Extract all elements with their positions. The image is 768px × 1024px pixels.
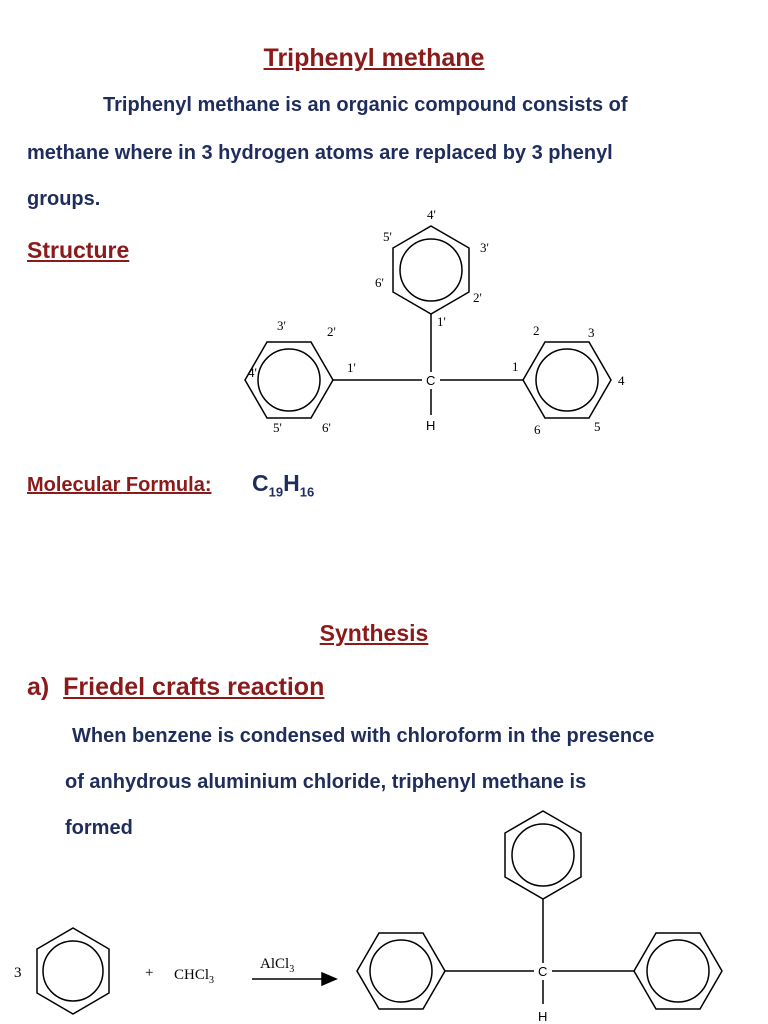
product-top-circle bbox=[512, 824, 574, 886]
chloroform-subscript: 3 bbox=[209, 975, 215, 986]
catalyst-subscript: 3 bbox=[289, 964, 295, 975]
formula-carbon-count: 19 bbox=[268, 484, 284, 500]
right-ring-label-2: 2 bbox=[533, 323, 540, 338]
intro-line-2: methane where in 3 hydrogen atoms are replaced by 3 phenyl bbox=[27, 142, 613, 164]
friedel-crafts-title: Friedel crafts reaction bbox=[63, 673, 325, 701]
friedel-line-3: formed bbox=[65, 817, 133, 839]
right-ring-label-6: 6 bbox=[534, 422, 541, 437]
top-ring-label-6: 6' bbox=[375, 275, 384, 290]
center-carbon-label: C bbox=[426, 373, 436, 388]
catalyst-formula bbox=[260, 956, 294, 975]
benzene-reactant-circle bbox=[43, 941, 103, 1001]
left-ring-label-1: 1' bbox=[347, 360, 356, 375]
formula-carbon: C bbox=[252, 470, 269, 496]
chloroform-text: CHCl bbox=[174, 967, 210, 983]
reaction-coefficient: 3 bbox=[14, 965, 22, 981]
product-hydrogen-label: H bbox=[538, 1009, 548, 1024]
left-ring-label-4: 4' bbox=[248, 365, 257, 380]
molecular-formula-label: Molecular Formula: bbox=[27, 474, 212, 496]
page-title: Triphenyl methane bbox=[263, 44, 485, 72]
formula-hydrogen: H bbox=[283, 470, 300, 496]
product-left-circle bbox=[370, 940, 432, 1002]
right-ring-label-1: 1 bbox=[512, 359, 519, 374]
right-ring-label-4: 4 bbox=[618, 373, 625, 388]
top-ring-label-2: 2' bbox=[473, 290, 482, 305]
product-right-circle bbox=[647, 940, 709, 1002]
structure-heading: Structure bbox=[27, 237, 130, 263]
section-marker: a) bbox=[27, 673, 50, 701]
left-ring-label-2: 2' bbox=[327, 324, 336, 339]
intro-line-1: Triphenyl methane is an organic compound consists of bbox=[103, 94, 628, 116]
left-ring-label-3: 3' bbox=[277, 318, 286, 333]
top-ring-label-1: 1' bbox=[437, 314, 446, 329]
left-ring-label-6: 6' bbox=[322, 420, 331, 435]
product-carbon-label: C bbox=[538, 964, 548, 979]
reaction-plus: + bbox=[145, 965, 154, 981]
catalyst-text: AlCl bbox=[260, 956, 290, 972]
chloroform-formula bbox=[174, 967, 214, 986]
right-ring-label-3: 3 bbox=[588, 325, 595, 340]
formula-hydrogen-count: 16 bbox=[299, 484, 315, 500]
top-ring-label-4: 4' bbox=[427, 207, 436, 222]
left-ring-label-5: 5' bbox=[273, 420, 282, 435]
synthesis-heading: Synthesis bbox=[319, 620, 429, 646]
friedel-line-2: of anhydrous aluminium chloride, triphenyl methane is bbox=[65, 771, 587, 793]
intro-line-3: groups. bbox=[27, 188, 101, 210]
top-ring-label-3: 3' bbox=[480, 240, 489, 255]
friedel-line-1: When benzene is condensed with chloroform in the presence bbox=[72, 725, 655, 747]
right-ring-label-5: 5 bbox=[594, 419, 601, 434]
center-hydrogen-label: H bbox=[426, 418, 436, 433]
top-ring-label-5: 5' bbox=[383, 229, 392, 244]
